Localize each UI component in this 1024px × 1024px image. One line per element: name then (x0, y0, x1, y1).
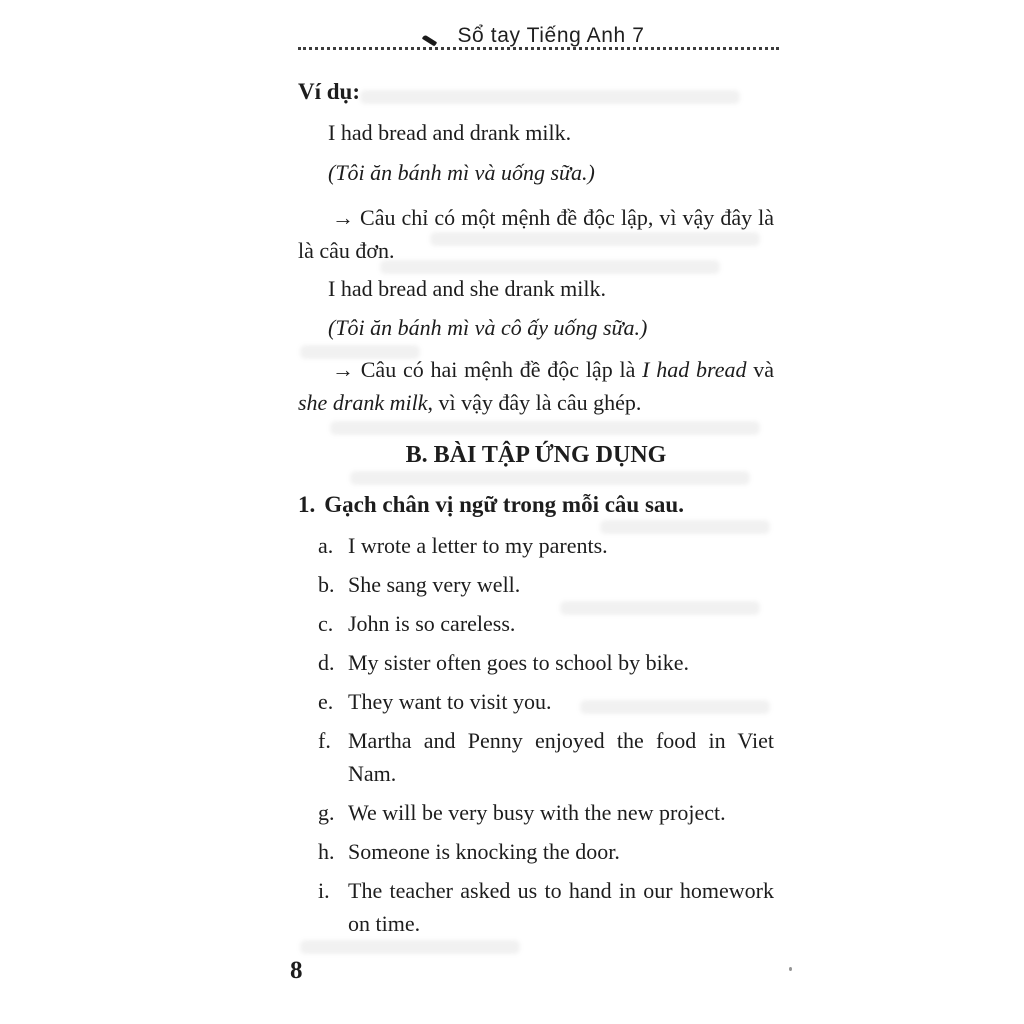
item-sentence: They want to visit you. (348, 689, 552, 714)
item-letter: i. (318, 878, 330, 903)
item-sentence: I wrote a letter to my parents. (348, 533, 608, 558)
example-sentence: I had bread and she drank milk. (328, 276, 606, 301)
item-letter: e. (318, 689, 334, 714)
item-letter: h. (318, 839, 335, 864)
note-segment: → Câu có hai mệnh đề độc lập là (332, 357, 643, 382)
example-translation: (Tôi ăn bánh mì và uống sữa.) (328, 160, 595, 185)
exercise-item (298, 646, 774, 679)
example-note (298, 353, 774, 419)
task-instruction (298, 488, 774, 521)
exercise-item (298, 529, 774, 562)
exercise-item (298, 874, 774, 940)
exercise-item (298, 685, 774, 718)
item-letter: g. (318, 800, 335, 825)
exercise-item (298, 607, 774, 640)
bleed-through-line (300, 940, 520, 954)
page-header (298, 24, 778, 62)
section-heading: B. BÀI TẬP ỨNG DỤNG (405, 442, 667, 468)
example-note (298, 201, 774, 267)
item-sentence: Someone is knocking the door. (348, 839, 620, 864)
item-letter: d. (318, 650, 335, 675)
item-sentence: We will be very busy with the new project. (348, 800, 726, 825)
note-segment: → Câu chỉ có một mệnh đề độc lập, vì vậy đây là là câu đơn. (298, 205, 774, 263)
item-letter: b. (318, 572, 335, 597)
example-translation: (Tôi ăn bánh mì và cô ấy uống sữa.) (328, 315, 648, 340)
item-sentence: Martha and Penny enjoyed the food in Viet Nam. (348, 728, 774, 786)
page-number: 8 (290, 957, 303, 984)
exercise-item (298, 568, 774, 601)
task-number: 1. (298, 492, 316, 517)
example-sentence: I had bread and drank milk. (328, 120, 572, 145)
note-segment: và (746, 357, 774, 382)
exercise-item (298, 796, 774, 829)
note-segment: , vì vậy đây là câu ghép. (427, 390, 642, 415)
exercise-item-list (298, 529, 774, 940)
note-segment: she drank milk (298, 390, 428, 415)
item-sentence: John is so careless. (348, 611, 516, 636)
note-segment: I had bread (642, 357, 747, 382)
exercise-item (298, 724, 774, 790)
example-label: Ví dụ: (298, 79, 360, 104)
header-dotted-rule (298, 47, 779, 50)
task-text: Gạch chân vị ngữ trong mỗi câu sau. (324, 492, 684, 517)
item-sentence: She sang very well. (348, 572, 521, 597)
item-sentence: The teacher asked us to hand in our homework on time. (348, 878, 774, 936)
item-sentence: My sister often goes to school by bike. (348, 650, 689, 675)
scan-speck (789, 967, 792, 971)
item-letter: a. (318, 533, 334, 558)
book-title: Sổ tay Tiếng Anh 7 (457, 24, 645, 47)
exercise-item (298, 835, 774, 868)
item-letter: c. (318, 611, 334, 636)
content-column (298, 75, 774, 940)
item-letter: f. (318, 728, 331, 753)
